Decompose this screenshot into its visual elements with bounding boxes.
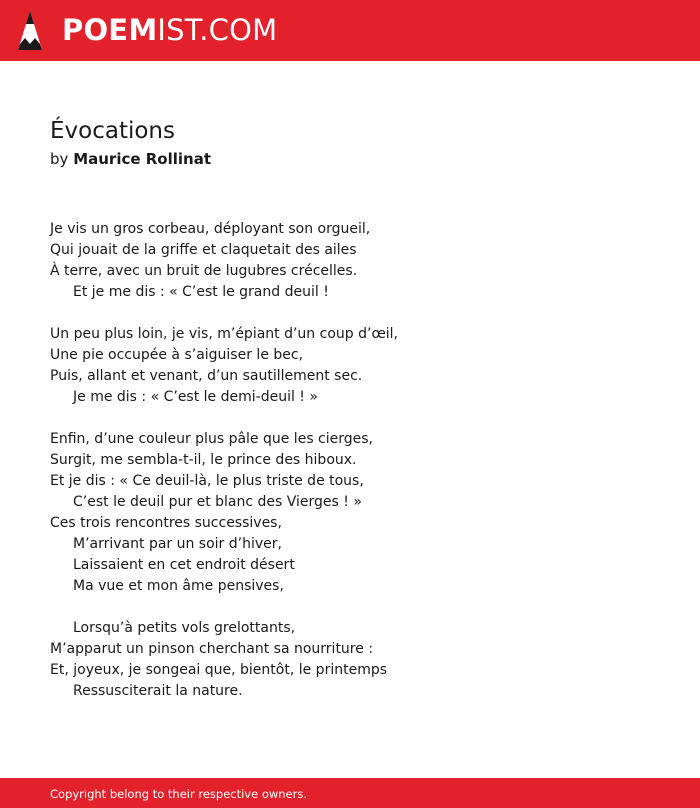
poem-body xyxy=(50,219,670,702)
poem-line: Et, joyeux, je songeai que, bientôt, le printemps xyxy=(50,662,388,678)
poem-line: Une pie occupée à s’aiguiser le bec, xyxy=(50,347,304,363)
author-name[interactable]: Maurice Rollinat xyxy=(73,150,211,168)
site-footer xyxy=(0,778,700,808)
site-logo[interactable] xyxy=(62,11,277,49)
byline xyxy=(50,149,211,169)
poem-line: Je me dis : « C’est le demi-deuil ! » xyxy=(73,389,318,405)
poem-line: Et je me dis : « C’est le grand deuil ! xyxy=(73,284,329,300)
poem-line: Enfin, d’une couleur plus pâle que les cierges, xyxy=(50,431,374,447)
poem-stanza xyxy=(50,219,670,303)
poem-line: Puis, allant et venant, d’un sautillement sec. xyxy=(50,368,363,384)
poem-line: Ces trois rencontres successives, xyxy=(50,515,282,531)
poem-line: Ressusciterait la nature. xyxy=(73,683,243,699)
poem-line: Qui jouait de la griffe et claquetait des ailes xyxy=(50,242,357,258)
poem-line: Surgit, me sembla-t-il, le prince des hiboux. xyxy=(50,452,357,468)
poem-line: C’est le deuil pur et blanc des Vierges ! » xyxy=(73,494,362,510)
poem-title: Évocations xyxy=(50,118,175,144)
poem-line: Je vis un gros corbeau, déployant son orgueil, xyxy=(50,221,371,237)
poem-line: Un peu plus loin, je vis, m’épiant d’un coup d’œil, xyxy=(50,326,398,342)
poem-stanza xyxy=(50,618,670,702)
logo-text-light: IST.COM xyxy=(157,13,278,47)
poem-line: Laissaient en cet endroit désert xyxy=(73,557,295,573)
poem-line: À terre, avec un bruit de lugubres crécelles. xyxy=(50,263,358,279)
copyright-text: Copyright belong to their respective owners. xyxy=(50,787,308,801)
poem-line: Et je dis : « Ce deuil-là, le plus triste de tous, xyxy=(50,473,364,489)
logo-text-bold: POEM xyxy=(62,13,158,47)
poem-line: M’apparut un pinson cherchant sa nourriture : xyxy=(50,641,374,657)
site-header xyxy=(0,0,700,61)
pencil-icon[interactable] xyxy=(17,10,43,52)
stanza-gap xyxy=(50,597,670,618)
by-label: by xyxy=(50,150,69,168)
poem-stanza xyxy=(50,324,670,408)
poem-line: M’arrivant par un soir d’hiver, xyxy=(73,536,282,552)
poem-stanza xyxy=(50,429,670,597)
poem-line: Ma vue et mon âme pensives, xyxy=(73,578,284,594)
poem-line: Lorsqu’à petits vols grelottants, xyxy=(73,620,296,636)
stanza-gap xyxy=(50,303,670,324)
stanza-gap xyxy=(50,408,670,429)
